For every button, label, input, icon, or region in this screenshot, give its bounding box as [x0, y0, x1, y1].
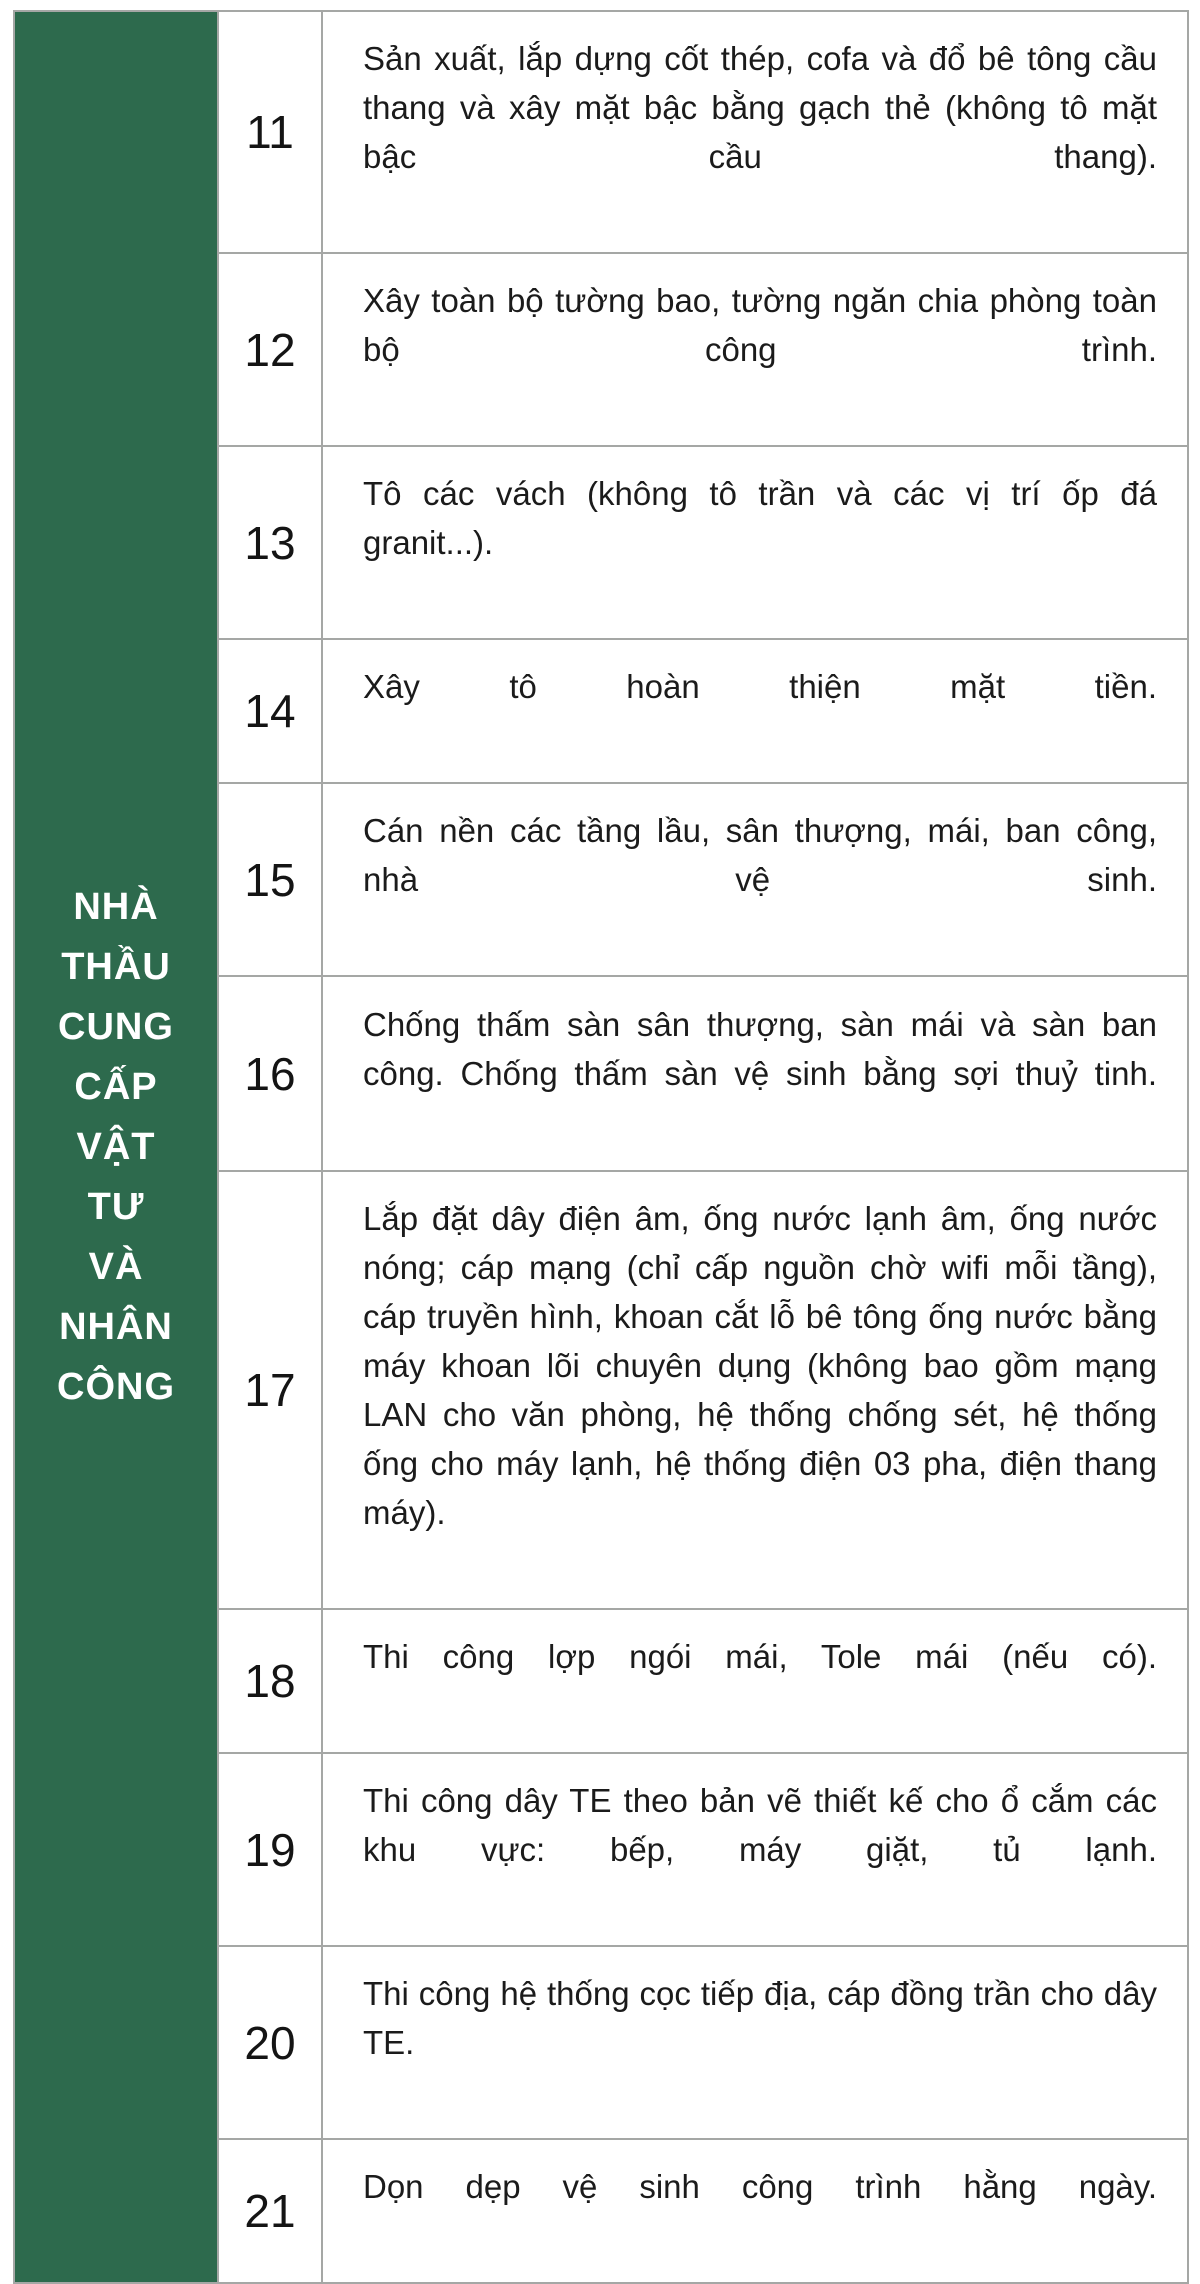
sidebar-label-line: TƯ: [87, 1186, 145, 1228]
row-number: 17: [218, 1171, 322, 1609]
sidebar-label-line: THẦU: [61, 946, 171, 988]
row-description: Dọn dẹp vệ sinh công trình hằng ngày.: [322, 2139, 1188, 2283]
table-row: [14, 11, 1188, 253]
sidebar-label-line: VẬT: [76, 1126, 156, 1168]
row-description: Xây toàn bộ tường bao, tường ngăn chia phòng toàn bộ công trình.: [322, 253, 1188, 446]
row-number: 15: [218, 783, 322, 976]
sidebar-cell-contractor-scope: [14, 11, 218, 2283]
row-number: 18: [218, 1609, 322, 1753]
row-description: Lắp đặt dây điện âm, ống nước lạnh âm, ống nước nóng; cáp mạng (chỉ cấp nguồn chờ wifi mỗi tầng), cáp truyền hình, khoan cắt lỗ bê tông ống nước bằng máy khoan lõi chuyên dụng (không bao gồm mạng LAN cho văn phòng, hệ thống chống sét, hệ thống ống cho máy lạnh, hệ thống điện 03 pha, điện thang máy).: [322, 1171, 1188, 1609]
row-number: 13: [218, 446, 322, 639]
row-description: Cán nền các tầng lầu, sân thượng, mái, ban công, nhà vệ sinh.: [322, 783, 1188, 976]
row-description: Thi công lợp ngói mái, Tole mái (nếu có).: [322, 1609, 1188, 1753]
row-description: Thi công dây TE theo bản vẽ thiết kế cho ổ cắm các khu vực: bếp, máy giặt, tủ lạnh.: [322, 1753, 1188, 1946]
row-description: Sản xuất, lắp dựng cốt thép, cofa và đổ bê tông cầu thang và xây mặt bậc bằng gạch thẻ (không tô mặt bậc cầu thang).: [322, 11, 1188, 253]
row-description: Xây tô hoàn thiện mặt tiền.: [322, 639, 1188, 783]
sidebar-label-line: NHÂN: [59, 1306, 173, 1348]
row-number: 21: [218, 2139, 322, 2283]
row-number: 14: [218, 639, 322, 783]
sidebar-label-line: CUNG: [58, 1006, 174, 1048]
row-description: Chống thấm sàn sân thượng, sàn mái và sàn ban công. Chống thấm sàn vệ sinh bằng sợi thuỷ tinh.: [322, 976, 1188, 1171]
row-description: Tô các vách (không tô trần và các vị trí ốp đá granit...).: [322, 446, 1188, 639]
row-description: Thi công hệ thống cọc tiếp địa, cáp đồng trần cho dây TE.: [322, 1946, 1188, 2139]
sidebar-label-line: VÀ: [88, 1246, 144, 1288]
sidebar-label: [15, 877, 217, 1417]
sidebar-label-line: CẤP: [74, 1066, 158, 1108]
row-number: 12: [218, 253, 322, 446]
row-number: 16: [218, 976, 322, 1171]
contractor-scope-table: [13, 10, 1189, 2284]
row-number: 20: [218, 1946, 322, 2139]
sidebar-label-line: NHÀ: [73, 886, 159, 928]
row-number: 11: [218, 11, 322, 253]
row-number: 19: [218, 1753, 322, 1946]
sidebar-label-line: CÔNG: [57, 1366, 175, 1408]
